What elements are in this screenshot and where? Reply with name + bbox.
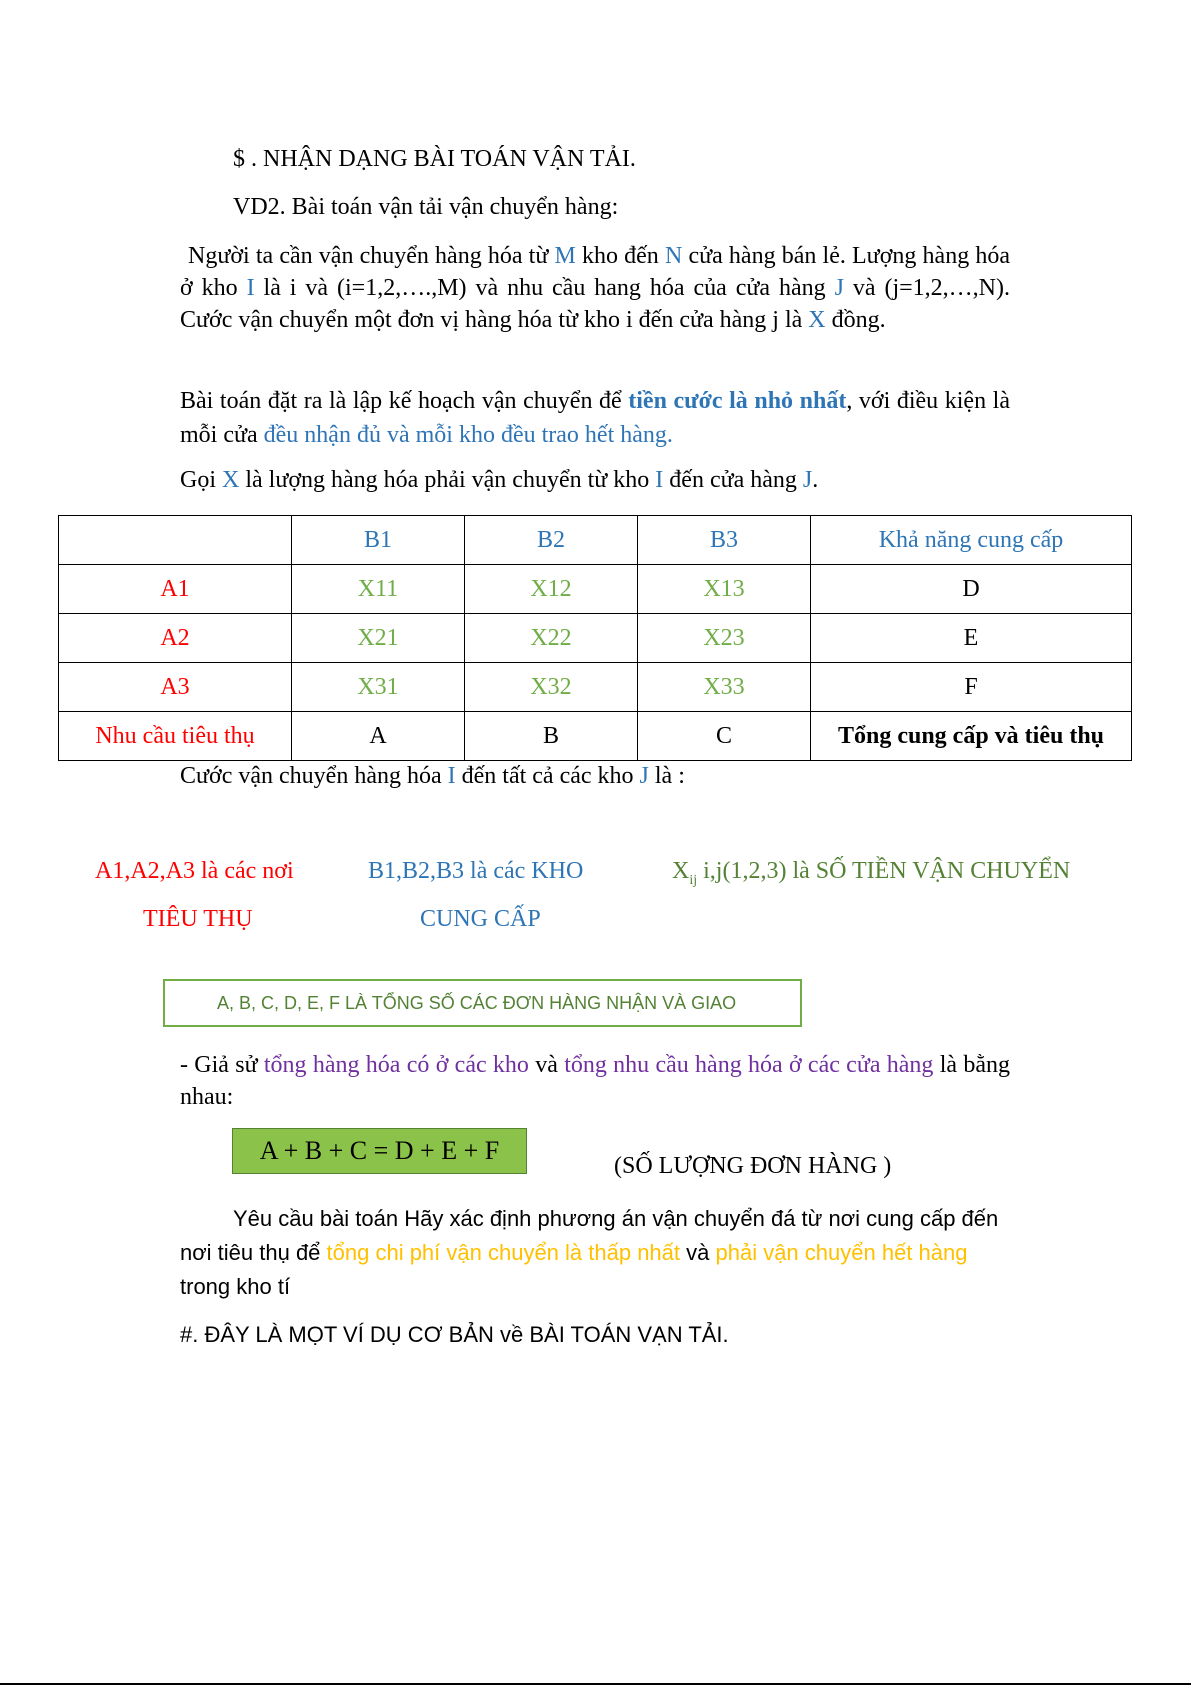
goal-highlight: tiền cước là nhỏ nhất (628, 388, 847, 414)
legend-consumers-line2: TIÊU THỤ (143, 906, 253, 932)
intro-text: đồng. (825, 307, 886, 333)
table-cell: X21 (292, 614, 465, 663)
var-x: X (808, 307, 826, 333)
var-x: X (672, 858, 690, 884)
goal-paragraph (180, 384, 1010, 452)
assume-highlight: tổng nhu cầu hàng hóa ở các cửa hàng (564, 1052, 934, 1078)
example-title: VD2. Bài toán vận tải vận chuyển hàng: (233, 194, 619, 220)
table-cell: X11 (292, 565, 465, 614)
cost-text: Cước vận chuyển hàng hóa (180, 763, 448, 789)
header-cell-b1: B1 (292, 516, 465, 565)
table-cell: X33 (638, 663, 811, 712)
demand-cell: C (638, 712, 811, 761)
header-cell-supply: Khả năng cung cấp (811, 516, 1132, 565)
legend-warehouses-line1: B1,B2,B3 là các KHO (368, 858, 584, 884)
intro-text: Người ta cần vận chuyển hàng hóa từ (188, 243, 555, 269)
demand-cell: A (292, 712, 465, 761)
requirement-text: Yêu cầu bài toán Hãy xác định phương án vận chuyển đá từ nơi cung cấp đến nơi tiêu thụ để (180, 1206, 999, 1265)
var-m: M (554, 243, 576, 269)
goal-condition: đều nhận đủ và mỗi kho đều trao hết hàng. (263, 422, 673, 448)
definition-line (180, 467, 818, 494)
header-cell-b3: B3 (638, 516, 811, 565)
table-cell: X31 (292, 663, 465, 712)
define-text: Gọi (180, 467, 222, 493)
assume-text: và (528, 1052, 565, 1078)
intro-text: và (j=1,2,…,N). Cước vận chuyển một đơn vị hàng hóa từ kho i đến cửa hàng j là (180, 275, 1011, 333)
supply-cell: F (811, 663, 1132, 712)
supply-cell: E (811, 614, 1132, 663)
assume-text: - Giả sử (180, 1052, 264, 1078)
intro-text: kho đến (575, 243, 665, 269)
table-header-row (59, 516, 1132, 565)
intro-paragraph (180, 240, 1010, 336)
cost-text: là : (648, 763, 685, 789)
intro-text: cửa hàng bán lẻ. Lượng hàng hóa ở kho (180, 243, 1010, 301)
var-i: I (655, 467, 664, 493)
var-j: J (834, 275, 844, 301)
define-text: là lượng hàng hóa phải vận chuyển từ kho (239, 467, 656, 493)
legend-consumers-line1: A1,A2,A3 là các nơi (95, 858, 294, 884)
subscript-ij: ij (689, 872, 698, 888)
assume-text: là bằng nhau: (180, 1052, 1010, 1110)
requirement-paragraph (180, 1202, 1010, 1304)
var-i: I (447, 763, 456, 789)
row-label: A3 (59, 663, 292, 712)
assume-highlight: tổng hàng hóa có ở các kho (263, 1052, 529, 1078)
transport-table (58, 515, 1132, 761)
supply-cell: D (811, 565, 1132, 614)
row-label: A2 (59, 614, 292, 663)
table-cell: X22 (465, 614, 638, 663)
requirement-text: trong kho tí (180, 1274, 291, 1299)
table-footer-row (59, 712, 1132, 761)
requirement-text: và (680, 1240, 716, 1265)
goal-text: , với điều kiện là mỗi cửa (180, 388, 1010, 448)
header-cell-b2: B2 (465, 516, 638, 565)
table-cell: X23 (638, 614, 811, 663)
table-row (59, 565, 1132, 614)
equation-note: (SỐ LƯỢNG ĐƠN HÀNG ) (614, 1153, 892, 1179)
table-cell: X12 (465, 565, 638, 614)
cost-text: đến tất cả các kho (455, 763, 640, 789)
var-x: X (222, 467, 240, 493)
equation-box (232, 1128, 527, 1174)
table-row (59, 614, 1132, 663)
section-heading: $ . NHẬN DẠNG BÀI TOÁN VẬN TẢI. (233, 146, 636, 172)
requirement-highlight: phải vận chuyển hết hàng (715, 1240, 968, 1265)
total-cell: Tổng cung cấp và tiêu thụ (811, 712, 1132, 761)
header-cell-empty (59, 516, 292, 565)
note-text: A, B, C, D, E, F LÀ TỔNG SỐ CÁC ĐƠN HÀNG NHẬN VÀ GIAO (217, 992, 737, 1013)
row-label: A1 (59, 565, 292, 614)
goal-text: Bài toán đặt ra là lập kế hoạch vận chuyển để (180, 388, 629, 414)
demand-cell: B (465, 712, 638, 761)
note-box (163, 979, 802, 1027)
equation-text: A + B + C = D + E + F (259, 1136, 500, 1165)
table-cell: X32 (465, 663, 638, 712)
demand-label: Nhu cầu tiêu thụ (59, 712, 292, 761)
table-cell: X13 (638, 565, 811, 614)
define-text: . (812, 467, 819, 493)
define-text: đến cửa hàng (663, 467, 803, 493)
var-i: I (246, 275, 255, 301)
var-j: J (802, 467, 813, 493)
intro-text: là i và (i=1,2,….,M) và nhu cầu hang hóa của cửa hàng (254, 275, 835, 301)
legend-warehouses-line2: CUNG CẤP (420, 906, 541, 932)
legend-cost-text: i,j(1,2,3) là SỐ TIỀN VẬN CHUYỂN (697, 858, 1071, 884)
assumption-paragraph (180, 1049, 1010, 1113)
var-n: N (664, 243, 683, 269)
table-row (59, 663, 1132, 712)
cost-line (180, 763, 685, 790)
legend-cost (672, 858, 1070, 889)
requirement-highlight: tổng chi phí vận chuyển là thấp nhất (326, 1240, 681, 1265)
var-j: J (639, 763, 649, 789)
closing-line: #. ĐÂY LÀ MỌT VÍ DỤ CƠ BẢN về BÀI TOÁN VẠN TẢI. (180, 1322, 729, 1347)
